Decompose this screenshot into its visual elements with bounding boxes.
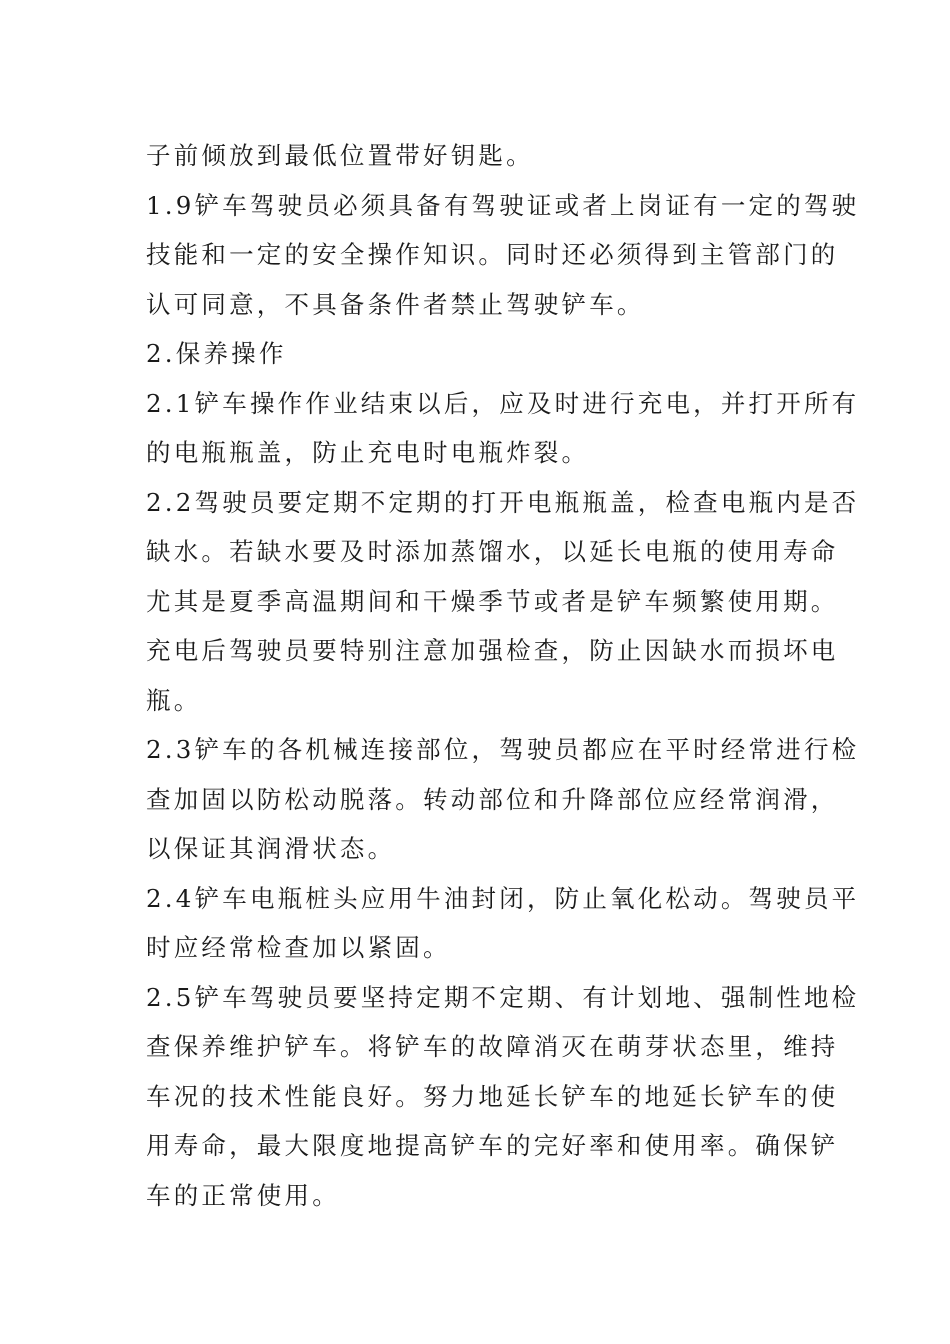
body-text [146, 131, 860, 1220]
text-line: 时应经常检查加以紧固。 [146, 933, 451, 962]
text-line: 以保证其润滑状态。 [146, 834, 396, 863]
text-line: 用寿命，最大限度地提高铲车的完好率和使用率。确保铲 [146, 1131, 839, 1160]
text-line: 查保养维护铲车。将铲车的故障消灭在萌芽状态里，维持 [146, 1032, 839, 1061]
text-line: 车况的技术性能良好。努力地延长铲车的地延长铲车的使 [146, 1081, 839, 1111]
text-line: 2.3铲车的各机械连接部位，驾驶员都应在平时经常进行检 [146, 735, 860, 764]
text-line: 车的正常使用。 [146, 1180, 340, 1210]
text-line: 1.9铲车驾驶员必须具备有驾驶证或者上岗证有一定的驾驶 [146, 190, 860, 220]
text-line: 缺水。若缺水要及时添加蒸馏水，以延长电瓶的使用寿命 [146, 537, 839, 566]
text-line: 子前倾放到最低位置带好钥匙。 [146, 141, 534, 170]
section-heading: 2.保养操作 [146, 339, 287, 368]
text-line: 2.2驾驶员要定期不定期的打开电瓶瓶盖，检查电瓶内是否 [146, 487, 860, 517]
text-line: 2.4铲车电瓶桩头应用牛油封闭，防止氧化松动。驾驶员平 [146, 883, 860, 913]
text-line: 2.5铲车驾驶员要坚持定期不定期、有计划地、强制性地检 [146, 982, 860, 1012]
text-line: 瓶。 [146, 685, 202, 715]
text-line: 的电瓶瓶盖，防止充电时电瓶炸裂。 [146, 438, 590, 467]
text-line: 尤其是夏季高温期间和干燥季节或者是铲车频繁使用期。 [146, 586, 839, 616]
text-line: 2.1铲车操作作业结束以后，应及时进行充电，并打开所有 [146, 388, 860, 418]
text-line: 认可同意，不具备条件者禁止驾驶铲车。 [146, 289, 645, 319]
text-line: 查加固以防松动脱落。转动部位和升降部位应经常润滑， [146, 784, 839, 814]
text-line: 充电后驾驶员要特别注意加强检查，防止因缺水而损坏电 [146, 636, 839, 665]
text-line: 技能和一定的安全操作知识。同时还必须得到主管部门的 [146, 240, 839, 269]
